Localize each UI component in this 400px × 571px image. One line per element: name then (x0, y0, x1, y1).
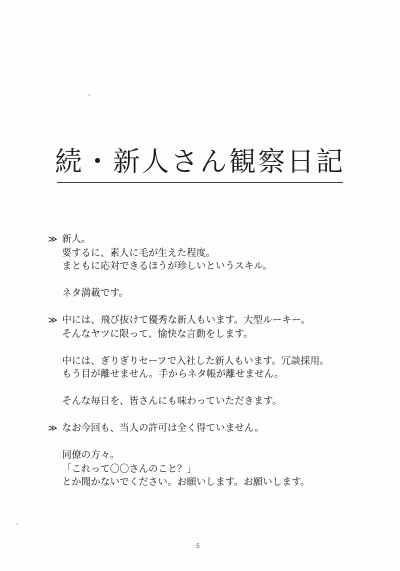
text-line: とか聞かないでください。お願いします。お願いします。 (62, 477, 310, 488)
text-line: 要するに、素人に毛が生えた程度。 (62, 247, 216, 259)
text-line: ネタ満載です。 (62, 288, 129, 299)
body-text (48, 233, 378, 490)
text-line: 「これって〇〇さんのこと？」 (62, 463, 197, 475)
scan-speck (88, 94, 90, 96)
text-line: 中には、ぎりぎりセーフで入社した新人もいます。冗談採用。 (62, 355, 330, 367)
text-line: もう目が離せません。手からネタ帳が離せません。 (62, 369, 284, 380)
text-line: ≫ 新人。 (48, 233, 378, 247)
scan-speck (16, 523, 18, 525)
double-chevron-icon: ≫ (48, 424, 56, 434)
title-underline (57, 182, 343, 183)
text-line: ≫ 中には、飛び抜けて優秀な新人もいます。大型ルーキー。 (48, 314, 378, 328)
text-line: ≫ なお今回も、当人の許可は全く得ていません。 (48, 422, 378, 436)
double-chevron-icon: ≫ (48, 316, 56, 326)
page-title: 続・新人さん観察日記 (55, 147, 345, 178)
text-line: そんなヤツに限って、愉快な言動をします。 (62, 328, 253, 340)
text-line: まともに応対できるほうが珍しいというスキル。 (62, 261, 273, 272)
text-line: 同僚の方々。 (62, 450, 120, 461)
double-chevron-icon: ≫ (48, 235, 56, 245)
page-number: 5 (196, 543, 200, 550)
text-line: そんな毎日を、皆さんにも味わっていただきます。 (62, 396, 282, 407)
